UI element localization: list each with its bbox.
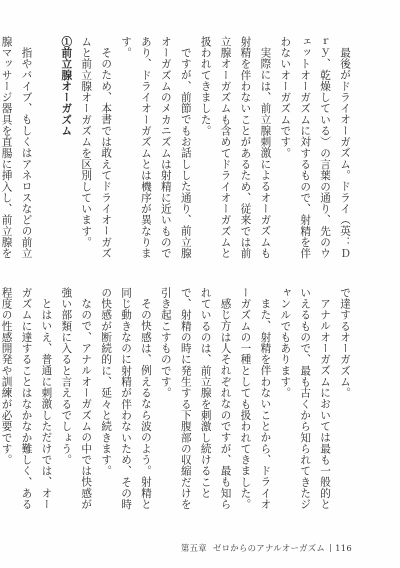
paragraph-dry-orgasm-intro: 最後がドライオーガズム。ドライ（英：Ｄｒｙ、乾燥している）の言葉の通り、先のウェットオーガズムに対するもので、射精を伴わないオーガズムです。 [279, 36, 351, 259]
paragraph-prostate-method: 指やバイブ、もしくはアネロスなどの前立腺マッサージ器具を直腸に挿入し、前立腺を [0, 36, 33, 259]
paragraph-mechanism-difference: ですが、前節でもお話しした通り、前立腺オーガズムのメカニズムは射精に近いものであり、ドライオーガズムとは機序が異なります。 [120, 36, 192, 259]
paragraph-strong-pleasure: なので、アナルオーガズムの中では快感が強い部類に入ると言えるでしょう。 [60, 287, 93, 510]
footer-title: ゼロからのアナルオーガズム [212, 543, 326, 553]
running-footer [175, 542, 352, 554]
section-heading: ①前立腺オーガズム [60, 36, 73, 137]
footer-chapter: 第五章 [180, 543, 207, 553]
paragraph-how-it-feels: 感じ方は人それぞれなのですが、最も知られているのは、前立腺を刺激し続けることで、射精の時に発生する下腹部の収縮だけを引き起こすものです。 [159, 287, 232, 510]
upper-text-block [0, 36, 354, 262]
lower-text-block [0, 287, 354, 512]
paragraph-book-distinction: そのため、本書では敢えてドライオーガズムと前立腺オーガズムを区別しています。 [80, 36, 113, 259]
footer-divider [330, 544, 331, 552]
paragraph-training-needed: とはいえ、普通に刺激しただけでは、オーガズムに達することはなかなか難しく、ある程度の性感開発や訓練が必要です。 [0, 287, 53, 510]
paragraph-most-common: アナルオーガズムにおいては最も一般的といえるもので、最も古くから知られてきたジャンルでもあります。 [279, 287, 332, 510]
paragraph-dry-type: また、射精を伴わないことから、ドライオーガズムの一種としても扱われてきました。 [239, 287, 272, 510]
paragraph-wave-pleasure: その快感は、例えるなら波のよう。射精と同じ動きなのに射精が伴わないため、その時の快感が断続的に、延々と続きます。 [100, 287, 152, 510]
page-number: 116 [335, 543, 352, 553]
paragraph-continuation: で達するオーガズム。 [339, 287, 351, 399]
paragraph-prostate-no-ejaculation: 実際には、前立腺刺激によるオーガズムも射精を伴わないことがあるため、従来では前立腺オーガズムも含めてドライオーガズムと扱われてきました。 [199, 36, 272, 259]
